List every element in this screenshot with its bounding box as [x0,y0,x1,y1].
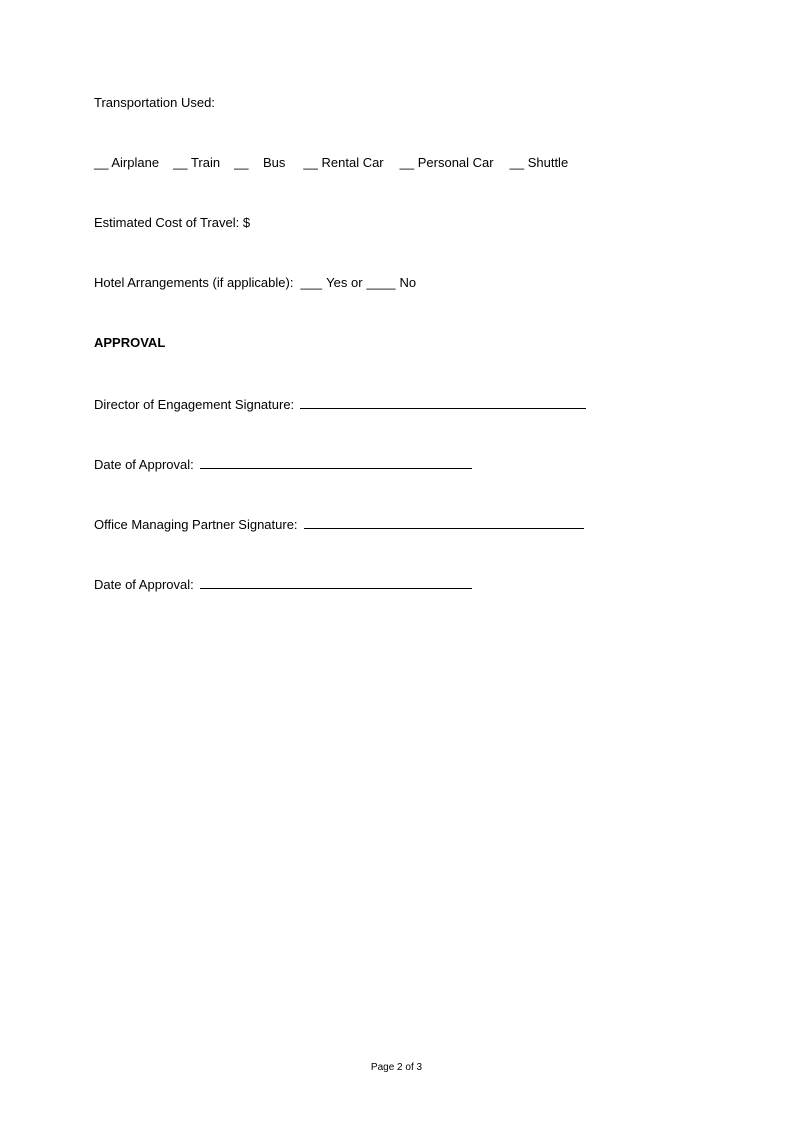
hotel-row [94,275,416,291]
train-blank: __ [173,155,188,170]
rental-car-label: Rental Car [321,155,384,170]
hotel-label: Hotel Arrangements (if applicable): [94,275,294,290]
director-signature-line[interactable] [300,395,586,409]
option-airplane[interactable] [94,155,159,171]
date-of-approval-line-2[interactable] [200,575,472,589]
director-signature-label: Director of Engagement Signature: [94,397,295,412]
option-shuttle[interactable] [510,155,569,171]
date-of-approval-line-1[interactable] [200,455,472,469]
date-of-approval-row-1 [94,455,472,473]
shuttle-blank: __ [509,155,525,170]
hotel-no-label: No [399,275,417,290]
hotel-no-blank[interactable]: ____ [366,275,396,290]
train-label: Train [190,155,221,170]
hotel-yes-label: Yes or [326,275,363,290]
date-of-approval-label-1: Date of Approval: [94,457,194,472]
option-bus[interactable] [234,155,285,171]
bus-label: Bus [263,155,286,170]
shuttle-label: Shuttle [527,155,569,170]
personal-car-label: Personal Car [417,155,494,170]
director-signature-row [94,395,586,413]
partner-signature-label: Office Managing Partner Signature: [94,517,298,532]
partner-signature-row [94,515,584,533]
airplane-label: Airplane [111,155,160,170]
partner-signature-line[interactable] [304,515,584,529]
airplane-blank: __ [94,155,109,170]
rental-car-blank: __ [303,155,318,170]
date-of-approval-row-2 [94,575,472,593]
transportation-options [94,155,568,171]
option-train[interactable] [173,155,220,171]
hotel-yes-blank[interactable]: ___ [300,275,323,290]
personal-car-blank: __ [399,155,415,170]
transportation-label: Transportation Used: [94,95,215,110]
date-of-approval-label-2: Date of Approval: [94,577,194,592]
approval-heading: APPROVAL [94,335,166,350]
bus-blank: __ [234,155,249,170]
option-rental-car[interactable] [303,155,383,171]
estimated-cost-label: Estimated Cost of Travel: $ [94,215,251,230]
page-number-footer: Page 2 of 3 [370,1062,423,1073]
option-personal-car[interactable] [400,155,494,171]
